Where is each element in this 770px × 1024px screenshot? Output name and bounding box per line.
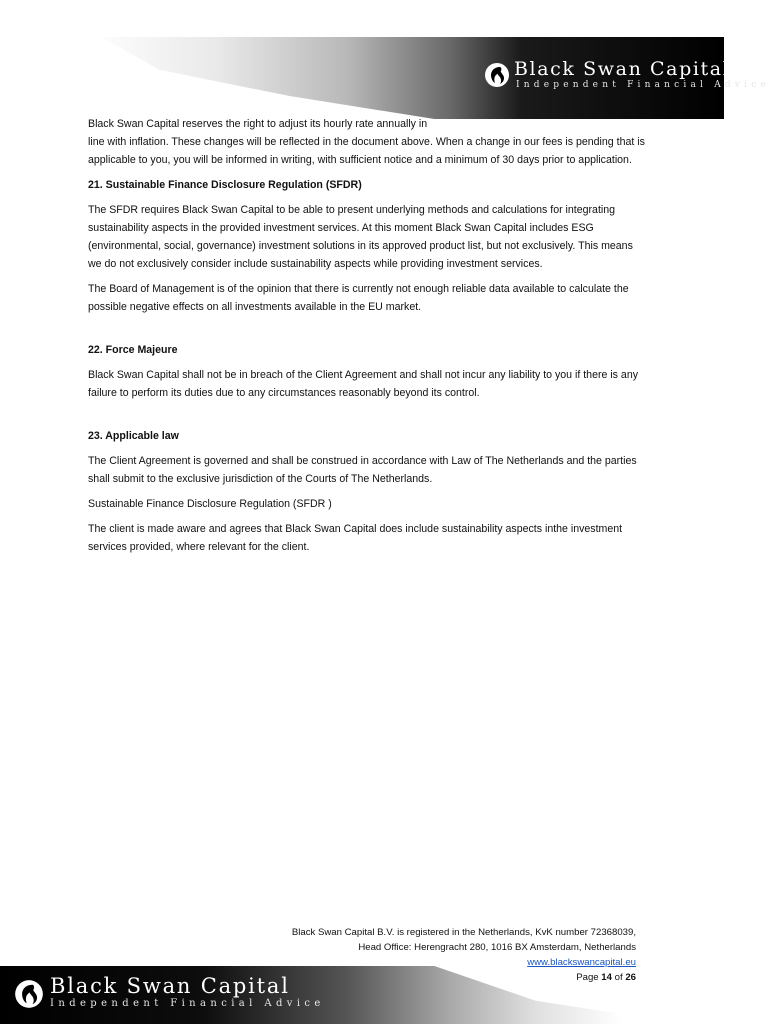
footer-brand-name: Black Swan Capital	[50, 974, 290, 998]
paragraph: Black Swan Capital reserves the right to adjust its hourly rate annually in	[88, 118, 428, 130]
page-number: Page 14 of 26	[576, 972, 636, 983]
paragraph: The Board of Management is of the opinion that there is currently not enough reliable data available to calculate the possible negative effects on all investments available in the EU market.	[88, 283, 629, 313]
header-brand-tagline: Independent Financial Advice	[516, 80, 770, 90]
footer-brand-tagline: Independent Financial Advice	[50, 998, 325, 1009]
paragraph: The client is made aware and agrees that Black Swan Capital does include sustainability aspects inthe investment services provided, where relevant for the client.	[88, 523, 623, 553]
swan-logo-icon	[14, 979, 44, 1009]
section-heading-21: 21. Sustainable Finance Disclosure Regulation (SFDR)	[88, 179, 362, 191]
paragraph: Sustainable Finance Disclosure Regulation (SFDR )	[88, 498, 332, 510]
section-heading-23: 23. Applicable law	[88, 430, 179, 442]
paragraph: Black Swan Capital shall not be in breach of the Client Agreement and shall not incur any liability to you if there is any failure to perform its duties due to any circumstances reasonably beyond its control.	[88, 369, 639, 399]
header-logo	[484, 58, 770, 94]
footer-logo	[14, 974, 325, 1014]
document-body	[88, 115, 648, 563]
paragraph: The Client Agreement is governed and shall be construed in accordance with Law of The Netherlands and the parties shall submit to the exclusive jurisdiction of the Courts of The Netherlands.	[88, 455, 637, 485]
paragraph: The SFDR requires Black Swan Capital to be able to present underlying methods and calculations for integrating sustainability aspects in the provided investment services. At this moment Black Swan Capital includes ESG (environmental, social, governance) investment solutions in its approved product list, but not exclusively. This means we do not exclusively consider include sustainability aspects while providing investment services.	[88, 204, 633, 270]
section-heading-22: 22. Force Majeure	[88, 344, 178, 356]
header-brand-name: Black Swan Capital	[514, 58, 731, 80]
footer-address: Head Office: Herengracht 280, 1016 BX Amsterdam, Netherlands	[358, 942, 636, 953]
paragraph: line with inflation. These changes will be reflected in the document above. When a change in our fees is pending that is applicable to you, you will be informed in writing, with sufficient notice and a minimum of 30 days prior to application.	[88, 136, 645, 166]
footer-registration: Black Swan Capital B.V. is registered in the Netherlands, KvK number 72368039,	[291, 927, 636, 938]
swan-logo-icon	[484, 62, 510, 88]
website-link[interactable]: www.blackswancapital.eu	[527, 957, 636, 968]
